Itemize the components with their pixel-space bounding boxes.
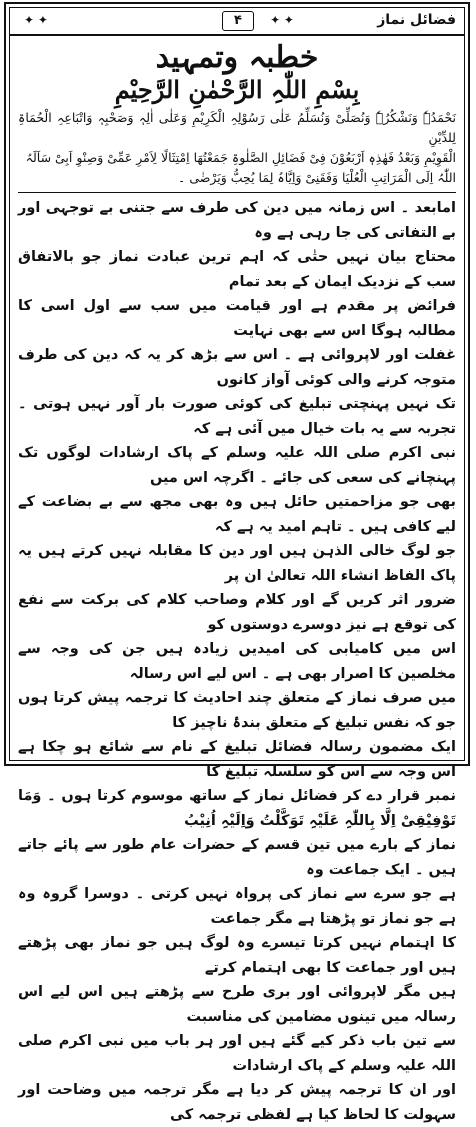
- body-line: تک نہیں پہنچتی تبلیغ کی کوئی صورت بار آور نہیں ہوتی ۔ تجربہ سے یہ بات خیال میں آئی ہے کہ: [18, 396, 456, 437]
- body-line: نبی اکرم صلی اللہ علیہ وسلم کے پاک ارشادات لوگوں تک پہنچانے کی سعی کی جائے ۔ اگرچہ اس میں: [18, 445, 456, 486]
- running-header: [10, 8, 464, 36]
- body-line: بھی جو مزاحمتیں حائل ہیں وہ بھی مجھ سے بے بضاعت کے لیے کافی ہیں ۔ تاہم امید یہ ہے کہ: [18, 494, 456, 535]
- body-line: نمبر قرار دے کر فضائل نماز کے ساتھ موسوم کرتا ہوں ۔ وَمَا تَوْفِیْقِیْ اِلَّا بِاللّٰہِ عَلَیْہِ تَوَکَّلْتُ وَاِلَیْہِ اُنِیْبُ: [18, 788, 456, 829]
- section-title: خطبہ وتمہید: [155, 40, 319, 75]
- page-frame: [4, 2, 470, 1123]
- intro-line: نَحْمَدُہٗ وَنَشْکُرُہٗ وَنُصَلِّیْ وَنُسَلِّمُ عَلٰی رَسُوْلِہِ الْکَرِیْمِ وَعَلٰی اٰلِہٖ وَصَحْبِہٖ وَاتْبَاعِہِ الْحُمَاۃِ لِلدِّیْنِ: [18, 110, 456, 145]
- header-ornament-left: ✦ ✦: [24, 13, 48, 27]
- body-line: اس میں کامیابی کی امیدیں زیادہ ہیں جن کی وجہ سے مخلصین کا اصرار بھی ہے ۔ اس لیے اس رسالہ: [18, 641, 456, 682]
- body-line: محتاج بیان نہیں حتٰی کہ اہم ترین عبادت نماز جو بالاتفاق سب کے نزدیک ایمان کے بعد تمام: [18, 249, 456, 290]
- book-title: فضائل نماز: [377, 12, 456, 28]
- page-content: [18, 38, 456, 1123]
- body-line: ہے جو سرے سے نماز کی پرواہ نہیں کرتی ۔ دوسرا گروہ وہ ہے جو نماز تو پڑھتا ہے مگر جماعت: [18, 886, 456, 927]
- body-line: نماز کے بارے میں تین قسم کے حضرات عام طور سے پائے جاتے ہیں ۔ ایک جماعت وہ: [18, 837, 456, 878]
- body-line: سے تین باب ذکر کیے گئے ہیں اور ہر باب میں نبی اکرم صلی اللہ علیہ وسلم کے پاک ارشادات: [18, 1033, 456, 1074]
- header-ornament-right: ✦ ✦: [270, 13, 294, 27]
- body-line: میں صرف نماز کے متعلق چند احادیث کا ترجمہ پیش کرتا ہوں جو کہ نفس تبلیغ کے متعلق بندۂ ناچیز کا: [18, 690, 456, 731]
- page-inner-frame: [9, 7, 465, 1123]
- body-line: فرائض پر مقدم ہے اور قیامت میں سب سے اول اسی کا مطالبہ ہوگا اس سے بھی نہایت: [18, 298, 456, 339]
- body-line: غفلت اور لاپروائی ہے ۔ اس سے بڑھ کر یہ کہ دین کی طرف متوجہ کرنے والی کوئی آواز کانوں: [18, 347, 456, 388]
- arabic-sermon: [18, 108, 456, 188]
- intro-line: الْقَوِیْمِ وَبَعْدُ فَھٰذِہٖ اَرْبَعُوْنَ فِیْ فَضَائِلِ الصَّلٰوۃِ جَمَعْتُھَا اِمْتِثَالًا لِاَمْرِ عَمِّیْ وَصِنْوِ اَبِیْ سَاَلَہُ: [25, 150, 456, 165]
- body-line: کا اہتمام نہیں کرتا تیسرے وہ لوگ ہیں جو نماز بھی پڑھتے ہیں اور جماعت کا بھی اہتمام کرتے: [18, 935, 456, 976]
- intro-line: اللّٰہُ اِلَی الْمَرَاتِبِ الْعُلْیَا وَفَقَنِیْ وَاِیَّاہُ لِمَا یُحِبُّ وَیَرْضٰی ۔: [178, 170, 456, 185]
- divider: [18, 192, 456, 193]
- bismillah: بِسْمِ اللّٰہِ الرَّحْمٰنِ الرَّحِیْمِ: [114, 75, 360, 104]
- body-line: ایک مضمون رسالہ فضائل تبلیغ کے نام سے شائع ہو چکا ہے اس وجہ سے اس کو سلسلہ تبلیغ کا: [18, 739, 456, 780]
- body-line: جو لوگ خالی الذہن ہیں اور دین کا مقابلہ نہیں کرتے ہیں یہ پاک الفاظ انشاء اللہ تعالیٰ ان پر: [18, 543, 456, 584]
- page-number: ۴: [222, 11, 254, 31]
- body-line: ہیں مگر لاپروائی اور بری طرح سے پڑھتے ہیں اس لیے اس رسالہ میں تینوں مضامین کی مناسبت: [18, 984, 456, 1025]
- body-line: ضرور اثر کریں گے اور کلام وصاحب کلام کی برکت سے نفع کی توقع ہے نیز دوسرے دوستوں کو: [18, 592, 456, 633]
- body-line: اور ان کا ترجمہ پیش کر دیا ہے مگر ترجمہ میں وضاحت اور سہولت کا لحاظ کیا ہے لفظی ترجمہ کی: [18, 1082, 456, 1123]
- body-line: امابعد ۔ اس زمانہ میں دین کی طرف سے جتنی بے توجہی اور بے التفاتی کی جا رہی ہے وہ: [18, 200, 456, 241]
- body-text: [18, 196, 456, 1127]
